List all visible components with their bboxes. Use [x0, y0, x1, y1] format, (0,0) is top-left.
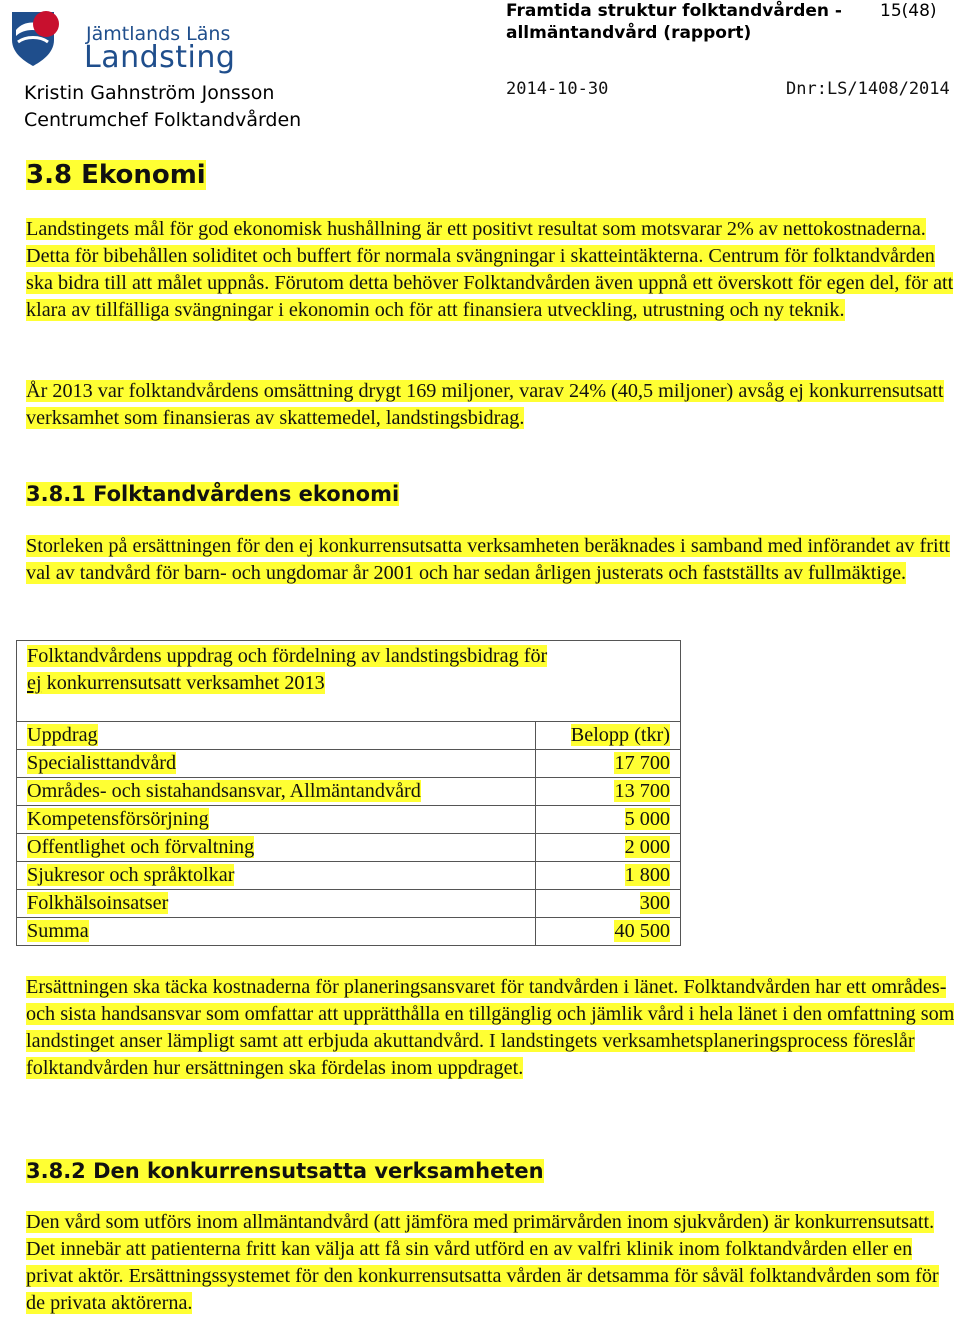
- table-row: [17, 862, 680, 890]
- subsection-1-paragraph-2-text: Ersättningen ska täcka kostnaderna för planeringsansvaret för tandvården i länet. Folktandvården har ett områdes- och sista handsansvar som omfattar att upprätthålla en tillgänglig och jämlik vård i hela länet i den omfattning som landstinget anser lämpligt samt att erbjuda akuttandvård. I landstingets verksamhetsplaneringsprocess föreslår folktandvården hur ersättningen ska fördelas inom uppdraget.: [26, 976, 955, 1079]
- section-paragraph-2-text: År 2013 var folktandvårdens omsättning drygt 169 miljoner, varav 24% (40,5 miljoner) avsåg ej konkurrensutsatt verksamhet som finansieras av skattemedel, landstingsbidrag.: [26, 380, 944, 429]
- table-caption-line1: Folktandvårdens uppdrag och fördelning av landstingsbidrag för: [27, 645, 548, 667]
- table-cell-uppdrag: Folkhälsoinsatser: [27, 892, 169, 914]
- table-header-uppdrag: Uppdrag: [27, 724, 98, 746]
- section-heading-text: 3.8 Ekonomi: [26, 160, 206, 190]
- table-row-total: [17, 918, 680, 945]
- table-cell-uppdrag: Offentlighet och förvaltning: [27, 836, 255, 858]
- document-date: 2014-10-30: [506, 79, 609, 99]
- author-role: Centrumchef Folktandvården: [24, 109, 302, 131]
- table-cell-belopp: 5 000: [624, 808, 670, 830]
- page-number: 15(48): [880, 1, 937, 21]
- table-cell-belopp: 300: [639, 892, 670, 914]
- table-cell-belopp: 17 700: [614, 752, 670, 774]
- section-paragraph-2: [26, 378, 960, 432]
- table-header-belopp: Belopp (tkr): [570, 724, 670, 746]
- funding-table: [16, 640, 681, 946]
- document-dnr: Dnr:LS/1408/2014: [786, 79, 950, 99]
- section-paragraph-1: [26, 216, 960, 324]
- document-title-line1: Framtida struktur folktandvården -: [506, 1, 842, 21]
- table-cell-belopp: 13 700: [614, 780, 670, 802]
- section-heading: [26, 158, 206, 192]
- table-cell-belopp: 40 500: [614, 920, 670, 942]
- subsection-2-heading-text: 3.8.2 Den konkurrensutsatta verksamheten: [26, 1159, 544, 1183]
- table-row: [17, 890, 680, 918]
- author-block: [24, 80, 301, 134]
- document-title-line2: allmäntandvård (rapport): [506, 23, 752, 43]
- logo-line1: Jämtlands Läns: [86, 23, 231, 45]
- table-caption-ej: ej: [27, 672, 42, 694]
- table-cell-uppdrag: Sjukresor och språktolkar: [27, 864, 235, 886]
- subsection-2-paragraph-1-text: Den vård som utförs inom allmäntandvård (att jämföra med primärvården inom sjukvården) är konkurrensutsatt. Det innebär att patienterna fritt kan välja att få sin vård utförd en av valfri klinik inom folktandvården eller en privat aktör. Ersättningssystemet för den konkurrensutsatta vården är detsamma för såväl folktandvården som för de privata aktörerna.: [26, 1211, 939, 1314]
- section-paragraph-1-text: Landstingets mål för god ekonomisk hushållning är ett positivt resultat som motsvarar 2% av nettokostnaderna. Detta för bibehållen soliditet och buffert för normala svängningar i skatteintäkterna. Centrum för folktandvården ska bidra till att målet uppnås. Förutom detta behöver Folktandvården även uppnå ett överskott för egen del, för att klara av tillfälliga svängningar i ekonomin och för att finansiera utveckling, utrustning och ny teknik.: [26, 218, 954, 321]
- author-name: Kristin Gahnström Jonsson: [24, 82, 275, 104]
- table-cell-belopp: 2 000: [624, 836, 670, 858]
- table-row: [17, 834, 680, 862]
- table-row: [17, 806, 680, 834]
- subsection-2-paragraph-1: [26, 1209, 960, 1317]
- subsection-1-paragraph-1: [26, 533, 960, 587]
- table-caption: [17, 641, 680, 722]
- subsection-1-paragraph-1-text: Storleken på ersättningen för den ej konkurrensutsatta verksamheten beräknades i samband med införandet av fritt val av tandvård för barn- och ungdomar år 2001 och har sedan årligen justerats och fastställts av fullmäktige.: [26, 535, 950, 584]
- subsection-2-heading: [26, 1157, 544, 1185]
- subsection-1-paragraph-2: [26, 974, 960, 1082]
- logo-line2: Landsting: [84, 40, 236, 75]
- table-row: [17, 750, 680, 778]
- table-caption-line2: konkurrensutsatt verksamhet 2013: [41, 672, 325, 694]
- table-cell-uppdrag: Kompetensförsörjning: [27, 808, 209, 830]
- shield-logo-icon: [6, 6, 80, 70]
- table-cell-belopp: 1 800: [624, 864, 670, 886]
- subsection-1-heading: [26, 480, 399, 508]
- table-row: [17, 778, 680, 806]
- table-header-row: [17, 722, 680, 750]
- table-cell-uppdrag: Specialisttandvård: [27, 752, 177, 774]
- document-title: [506, 0, 846, 44]
- table-cell-uppdrag: Områdes- och sistahandsansvar, Allmäntandvård: [27, 780, 421, 802]
- table-cell-uppdrag: Summa: [27, 920, 89, 942]
- landsting-logo: [6, 6, 246, 75]
- subsection-1-heading-text: 3.8.1 Folktandvårdens ekonomi: [26, 482, 400, 506]
